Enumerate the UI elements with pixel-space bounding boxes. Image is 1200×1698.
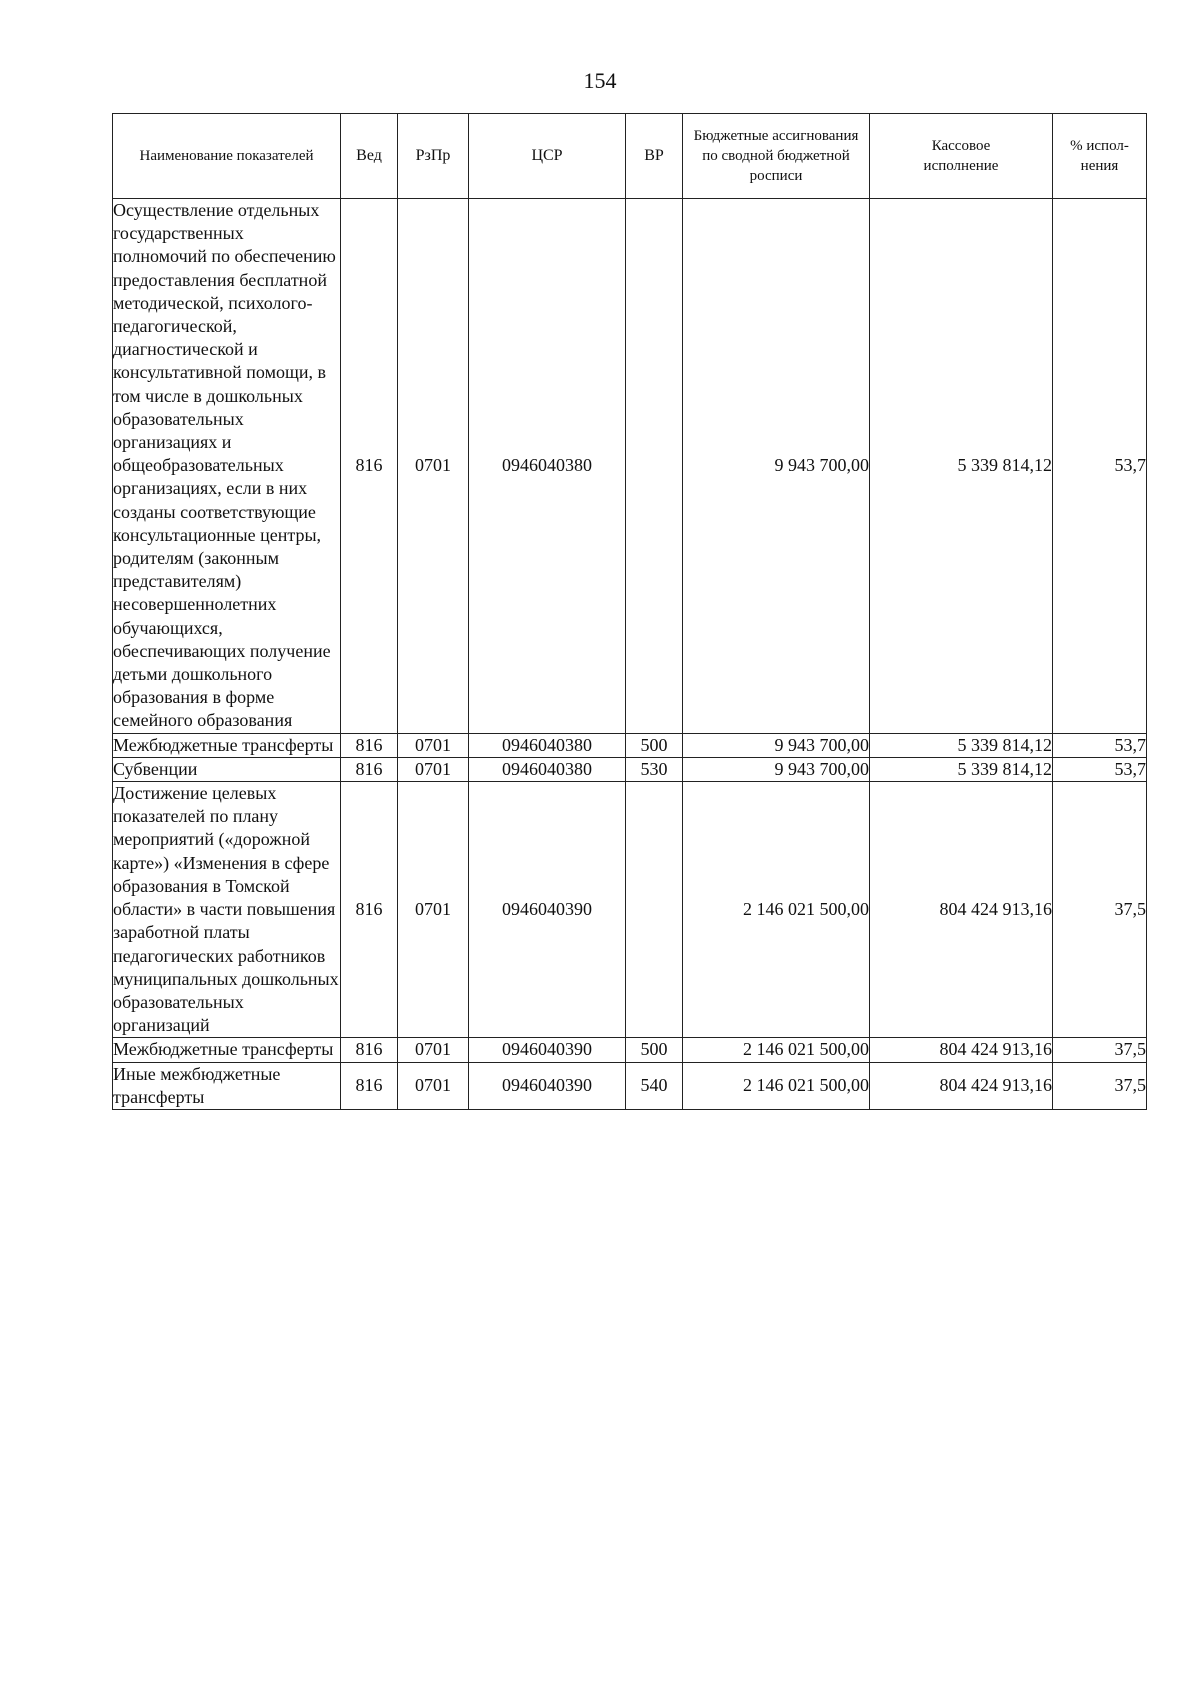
table-row	[113, 1062, 1147, 1109]
table-row	[113, 782, 1147, 1038]
row-percent: 53,7	[1053, 199, 1147, 734]
header-csr: ЦСР	[469, 114, 626, 199]
row-ved: 816	[341, 1038, 398, 1062]
row-vr: 500	[626, 1038, 683, 1062]
header-cash: Кассовое исполнение	[870, 114, 1053, 199]
row-name: Межбюджетные трансферты	[113, 733, 341, 757]
row-ved: 816	[341, 782, 398, 1038]
table-row	[113, 757, 1147, 781]
row-percent: 53,7	[1053, 733, 1147, 757]
table-row	[113, 733, 1147, 757]
row-cash: 5 339 814,12	[870, 733, 1053, 757]
row-budget: 9 943 700,00	[683, 733, 870, 757]
row-rzpr: 0701	[398, 757, 469, 781]
row-csr: 0946040390	[469, 1062, 626, 1109]
header-ved: Вед	[341, 114, 398, 199]
row-cash: 5 339 814,12	[870, 199, 1053, 734]
row-cash: 5 339 814,12	[870, 757, 1053, 781]
budget-table	[112, 113, 1147, 1110]
row-name: Иные межбюджетные трансферты	[113, 1062, 341, 1109]
table-header-row	[113, 114, 1147, 199]
header-rzpr: РзПр	[398, 114, 469, 199]
row-name: Межбюджетные трансферты	[113, 1038, 341, 1062]
header-budget: Бюджетные ассигнования по сводной бюджетной росписи	[683, 114, 870, 199]
row-rzpr: 0701	[398, 199, 469, 734]
row-percent: 37,5	[1053, 782, 1147, 1038]
row-ved: 816	[341, 199, 398, 734]
row-cash: 804 424 913,16	[870, 782, 1053, 1038]
row-budget: 9 943 700,00	[683, 199, 870, 734]
header-vr: ВР	[626, 114, 683, 199]
row-name: Субвенции	[113, 757, 341, 781]
row-name: Достижение целевых показателей по плану мероприятий («дорожной карте») «Изменения в сфере образования в Томской области» в части повышения заработной платы педагогических работников муниципальных дошкольных образовательных организаций	[113, 782, 341, 1038]
table-row	[113, 199, 1147, 734]
page-number: 154	[583, 68, 617, 93]
row-name: Осуществление отдельных государственных полномочий по обеспечению предоставления бесплатной методической, психолого-педагогической, диагностической и консультативной помощи, в том числе в дошкольных образовательных организациях и общеобразовательных организациях, если в них созданы соответствующие консультационные центры, родителям (законным представителям) несовершеннолетних обучающихся, обеспечивающих получение детьми дошкольного образования в форме семейного образования	[113, 199, 341, 734]
row-budget: 2 146 021 500,00	[683, 1062, 870, 1109]
row-percent: 37,5	[1053, 1038, 1147, 1062]
row-vr	[626, 782, 683, 1038]
header-name: Наименование показателей	[113, 114, 341, 199]
row-csr: 0946040380	[469, 733, 626, 757]
row-budget: 9 943 700,00	[683, 757, 870, 781]
row-ved: 816	[341, 1062, 398, 1109]
row-vr: 540	[626, 1062, 683, 1109]
row-rzpr: 0701	[398, 733, 469, 757]
table-row	[113, 1038, 1147, 1062]
row-ved: 816	[341, 757, 398, 781]
row-percent: 37,5	[1053, 1062, 1147, 1109]
row-cash: 804 424 913,16	[870, 1062, 1053, 1109]
header-percent: % испол-нения	[1053, 114, 1147, 199]
row-vr	[626, 199, 683, 734]
row-csr: 0946040380	[469, 199, 626, 734]
row-rzpr: 0701	[398, 782, 469, 1038]
row-budget: 2 146 021 500,00	[683, 782, 870, 1038]
row-vr: 500	[626, 733, 683, 757]
row-vr: 530	[626, 757, 683, 781]
row-csr: 0946040390	[469, 782, 626, 1038]
row-csr: 0946040380	[469, 757, 626, 781]
row-csr: 0946040390	[469, 1038, 626, 1062]
row-percent: 53,7	[1053, 757, 1147, 781]
row-cash: 804 424 913,16	[870, 1038, 1053, 1062]
row-budget: 2 146 021 500,00	[683, 1038, 870, 1062]
row-rzpr: 0701	[398, 1062, 469, 1109]
row-rzpr: 0701	[398, 1038, 469, 1062]
row-ved: 816	[341, 733, 398, 757]
